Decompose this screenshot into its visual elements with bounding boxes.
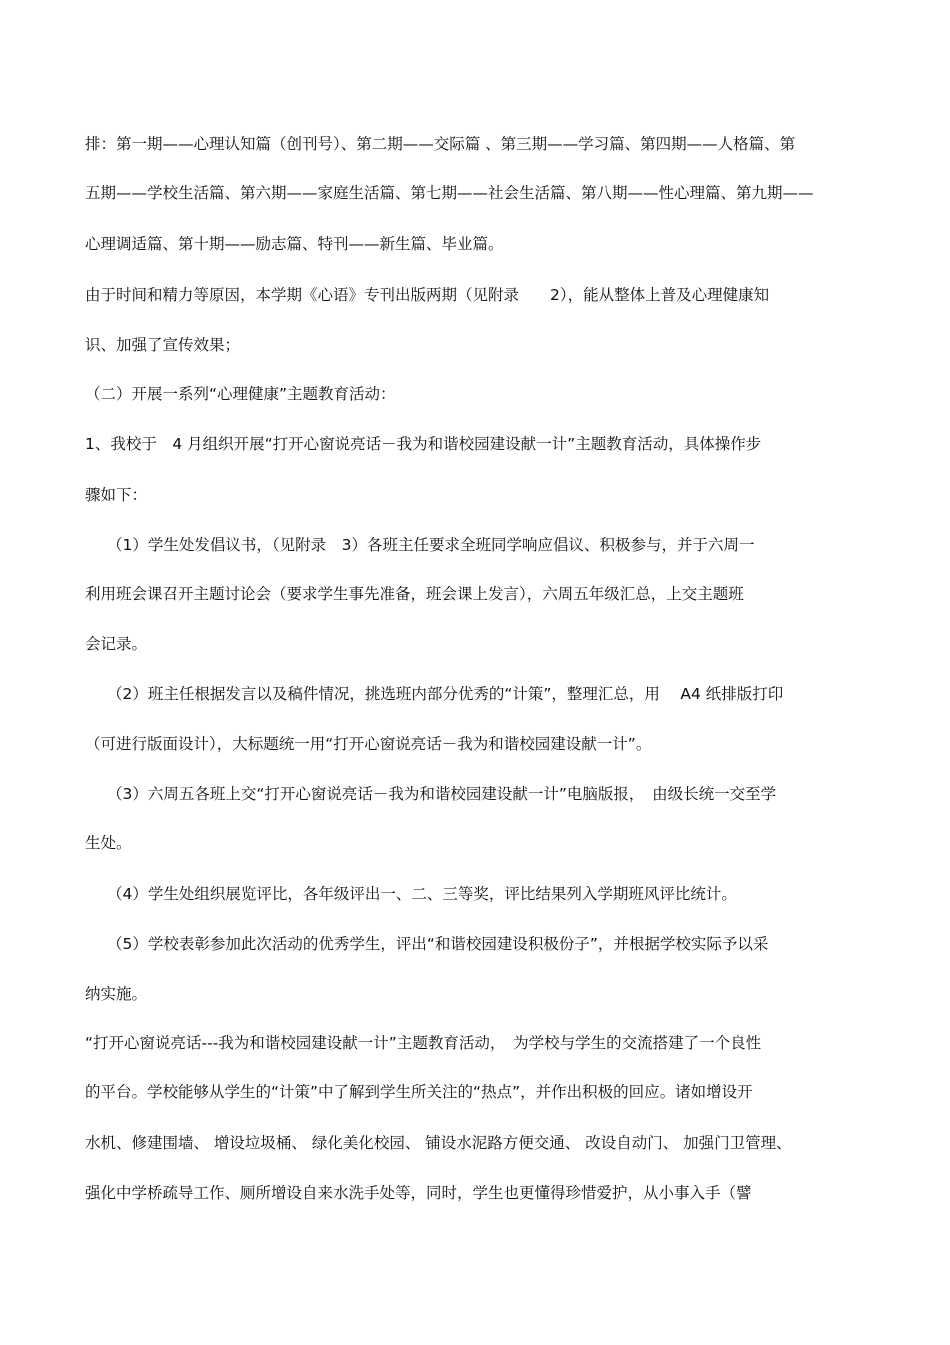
text-line: 五期——学校生活篇、第六期——家庭生活篇、第七期——社会生活篇、第八期——性心理篇、第九期—— xyxy=(85,184,814,202)
text-line: 排：第一期——心理认知篇（创刊号）、第二期——交际篇 、第三期——学习篇、第四期——人格篇、第 xyxy=(85,135,796,153)
text-line: 强化中学桥疏导工作、厕所增设自来水洗手处等，同时，学生也更懂得珍惜爱护，从小事入手（譬 xyxy=(85,1184,752,1202)
section-heading: （二）开展一系列“心理健康”主题教育活动： xyxy=(85,385,396,403)
text-line: （1）学生处发倡议书，（见附录 3）各班主任要求全班同学响应倡议、积极参与，并于六周一 xyxy=(107,536,755,554)
text-line: 由于时间和精力等原因，本学期《心语》专刊出版两期（见附录 2），能从整体上普及心理健康知 xyxy=(85,286,770,304)
text-line: 1、我校于 4 月组织开展“打开心窗说亮话－我为和谐校园建设献一计”主题教育活动，具体操作步 xyxy=(85,435,762,453)
text-line: 生处。 xyxy=(85,834,132,852)
text-line: 识、加强了宣传效果； xyxy=(85,336,241,354)
text-line: （2）班主任根据发言以及稿件情况，挑选班内部分优秀的“计策”，整理汇总，用 A4 纸排版打印 xyxy=(107,685,784,703)
text-line: （5）学校表彰参加此次活动的优秀学生，评出“和谐校园建设积极份子”，并根据学校实际予以采 xyxy=(107,935,769,953)
text-line: 水机、修建围墙、 增设垃圾桶、 绿化美化校园、 铺设水泥路方便交通、 改设自动门、 加强门卫管理、 xyxy=(85,1134,792,1152)
text-line: 纳实施。 xyxy=(85,985,148,1003)
text-line: （可进行版面设计），大标题统一用“打开心窗说亮话－我为和谐校园建设献一计”。 xyxy=(85,735,652,753)
text-line: （4）学生处组织展览评比，各年级评出一、二、三等奖，评比结果列入学期班风评比统计。 xyxy=(107,885,737,903)
text-line: （3）六周五各班上交“打开心窗说亮话－我为和谐校园建设献一计”电脑版报， 由级长统一交至学 xyxy=(107,785,777,803)
text-line: 利用班会课召开主题讨论会（要求学生事先准备，班会课上发言），六周五年级汇总，上交主题班 xyxy=(85,585,744,603)
text-line: 的平台。学校能够从学生的“计策”中了解到学生所关注的“热点”，并作出积极的回应。诸如增设开 xyxy=(85,1083,753,1101)
text-line: “打开心窗说亮话---我为和谐校园建设献一计”主题教育活动， 为学校与学生的交流搭建了一个良性 xyxy=(85,1034,762,1052)
text-line: 心理调适篇、第十期——励志篇、特刊——新生篇、毕业篇。 xyxy=(85,235,504,253)
text-line: 骤如下： xyxy=(85,486,148,504)
text-line: 会记录。 xyxy=(85,635,148,653)
